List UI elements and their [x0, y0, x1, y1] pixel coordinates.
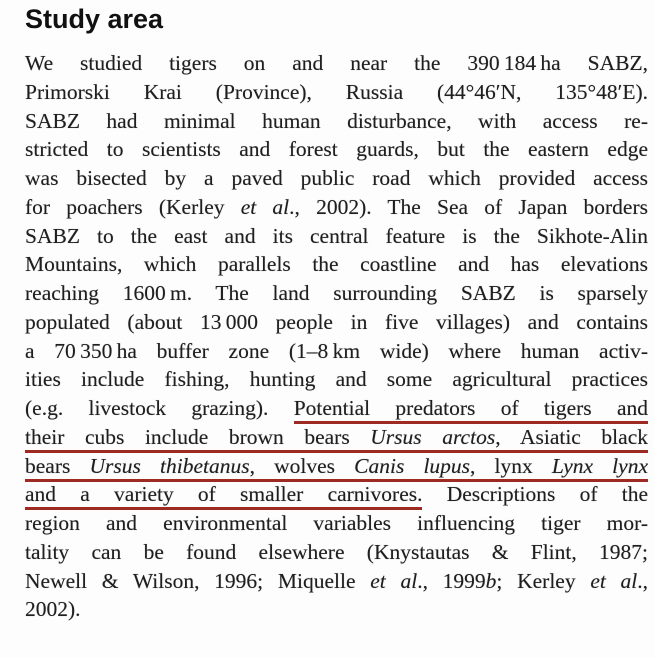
- text-segment: SABZ had minimal human disturbance, with access re-: [25, 108, 648, 133]
- text-line: [25, 538, 648, 567]
- text-segment: a 70 350 ha buffer zone (1–8 km wide) where human activ-: [25, 338, 648, 363]
- underlined-text: and a variety of smaller carnivores.: [25, 482, 422, 510]
- underlined-text: , wolves: [250, 454, 355, 482]
- text-segment: b: [485, 568, 497, 593]
- text-segment: Descriptions of the: [422, 482, 648, 507]
- text-line: [25, 49, 648, 78]
- text-segment: ; Kerley: [496, 568, 591, 593]
- underlined-text: Lynx lynx: [552, 454, 648, 482]
- text-segment: Mountains, which parallels the coastline and has elevations: [25, 252, 648, 277]
- underlined-text: their cubs include brown bears: [25, 425, 370, 453]
- text-segment: Newell & Wilson, 1996; Miquelle: [25, 568, 371, 593]
- text-segment: Primorski Krai (Province), Russia (44°46′N, 135°48′E).: [25, 79, 648, 104]
- text-line: [25, 567, 648, 596]
- text-line: [25, 135, 648, 164]
- text-line: [25, 365, 648, 394]
- text-line: [25, 337, 648, 366]
- text-segment: SABZ to the east and its central feature is the Sikhote-Alin: [25, 223, 648, 248]
- text-line: [25, 279, 648, 308]
- text-segment: ities include fishing, hunting and some agricultural practices: [25, 367, 648, 392]
- body-paragraph: [25, 49, 648, 624]
- underlined-text: Ursus arctos: [370, 425, 495, 453]
- text-segment: .,: [637, 568, 649, 593]
- text-segment: et al: [240, 194, 290, 219]
- underlined-text: , Asiatic black: [495, 425, 648, 453]
- text-segment: ., 1999: [417, 568, 486, 593]
- text-line: [25, 595, 648, 624]
- underlined-text: bears: [25, 454, 90, 482]
- text-segment: populated (about 13 000 people in five villages) and contains: [25, 309, 648, 334]
- text-segment: region and environmental variables influencing tiger mor-: [25, 511, 648, 535]
- text-segment: ., 2002). The Sea of Japan borders: [289, 194, 648, 219]
- text-segment: stricted to scientists and forest guards, but the eastern edge: [25, 137, 648, 162]
- underlined-text: , lynx: [470, 454, 552, 482]
- text-line: [25, 509, 648, 538]
- underlined-text: Ursus thibetanus: [90, 454, 250, 482]
- text-line: [25, 78, 648, 107]
- text-segment: (e.g. livestock grazing).: [25, 396, 294, 420]
- text-segment: 2002).: [25, 597, 81, 622]
- text-segment: tality can be found elsewhere (Knystautas & Flint, 1987;: [25, 539, 648, 564]
- text-segment: et al: [590, 568, 638, 593]
- text-line: [25, 250, 648, 279]
- section-heading: Study area: [25, 4, 164, 34]
- text-segment: was bisected by a paved public road which provided access: [25, 166, 648, 190]
- text-segment: for poachers (Kerley: [25, 194, 241, 219]
- text-line: [25, 107, 648, 136]
- text-line: [25, 193, 648, 222]
- text-line: [25, 308, 648, 337]
- text-segment: et al: [370, 568, 418, 593]
- text-segment: reaching 1600 m. The land surrounding SABZ is sparsely: [25, 281, 648, 305]
- text-line: [25, 480, 648, 509]
- text-line: [25, 394, 648, 423]
- text-line: [25, 222, 648, 251]
- text-line: [25, 423, 648, 452]
- underlined-text: Potential predators of tigers and: [294, 396, 648, 424]
- underlined-text: Canis lupus: [354, 454, 470, 482]
- text-segment: We studied tigers on and near the 390 184 ha SABZ,: [25, 51, 648, 75]
- text-line: [25, 452, 648, 481]
- text-line: [25, 164, 648, 193]
